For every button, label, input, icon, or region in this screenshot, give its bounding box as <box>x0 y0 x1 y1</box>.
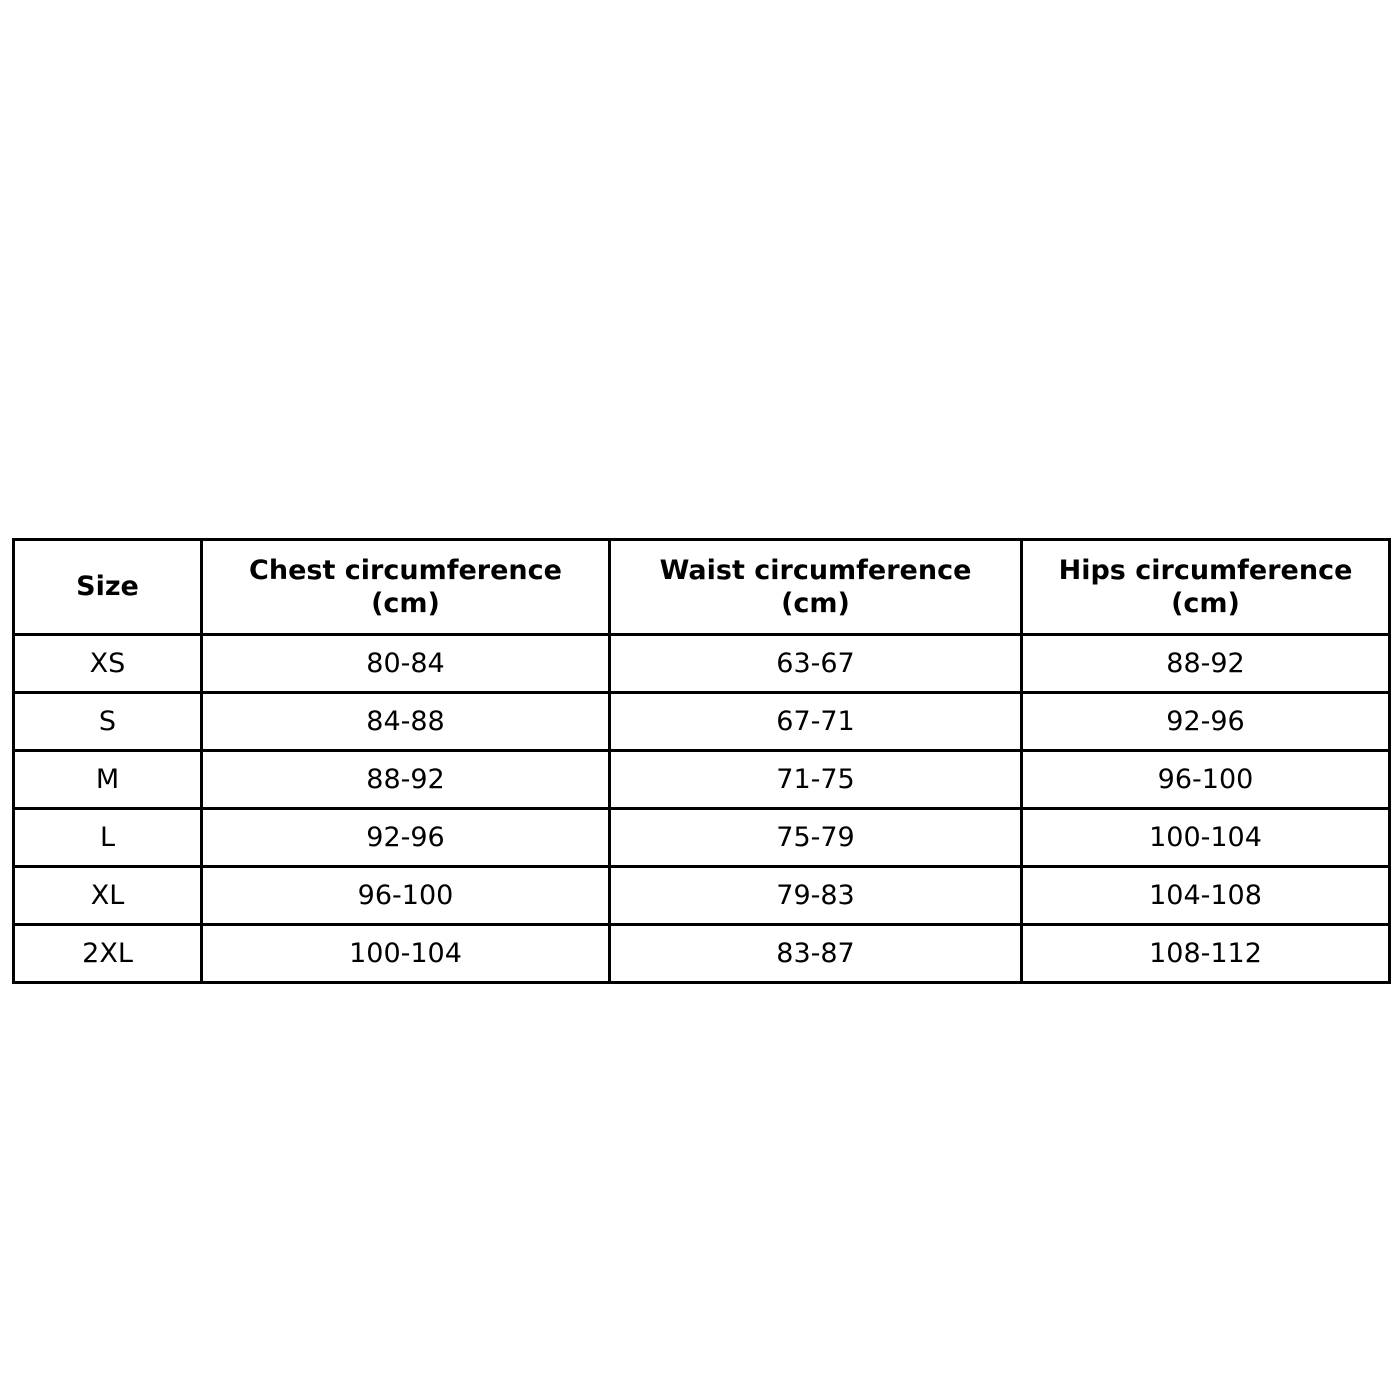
cell-waist: 67-71 <box>610 693 1022 751</box>
cell-size: S <box>14 693 202 751</box>
column-header-size-line1: Size <box>76 571 139 603</box>
cell-waist: 71-75 <box>610 751 1022 809</box>
cell-size: 2XL <box>14 925 202 983</box>
table-row <box>14 751 1390 809</box>
size-chart-container <box>12 538 1388 984</box>
column-header-size <box>14 540 202 635</box>
column-header-hips-line1: Hips circumference <box>1058 554 1353 586</box>
table-row <box>14 635 1390 693</box>
column-header-hips-line2: (cm) <box>1171 588 1240 619</box>
cell-waist: 63-67 <box>610 635 1022 693</box>
cell-waist: 83-87 <box>610 925 1022 983</box>
cell-size: L <box>14 809 202 867</box>
cell-chest: 100-104 <box>202 925 610 983</box>
cell-chest: 96-100 <box>202 867 610 925</box>
cell-hips: 96-100 <box>1022 751 1390 809</box>
column-header-waist-line1: Waist circumference <box>659 554 972 586</box>
table-row <box>14 693 1390 751</box>
column-header-chest-line1: Chest circumference <box>249 554 562 586</box>
table-body <box>14 635 1390 983</box>
cell-hips: 92-96 <box>1022 693 1390 751</box>
cell-chest: 84-88 <box>202 693 610 751</box>
table-header <box>14 540 1390 635</box>
table-row <box>14 809 1390 867</box>
cell-hips: 104-108 <box>1022 867 1390 925</box>
column-header-hips <box>1022 540 1390 635</box>
cell-waist: 79-83 <box>610 867 1022 925</box>
cell-size: XS <box>14 635 202 693</box>
cell-size: M <box>14 751 202 809</box>
cell-chest: 88-92 <box>202 751 610 809</box>
column-header-chest-line2: (cm) <box>371 588 440 619</box>
table-row <box>14 925 1390 983</box>
column-header-waist-line2: (cm) <box>781 588 850 619</box>
cell-chest: 80-84 <box>202 635 610 693</box>
table-row <box>14 867 1390 925</box>
size-chart-table <box>12 538 1391 984</box>
cell-hips: 108-112 <box>1022 925 1390 983</box>
cell-size: XL <box>14 867 202 925</box>
cell-waist: 75-79 <box>610 809 1022 867</box>
column-header-chest <box>202 540 610 635</box>
cell-chest: 92-96 <box>202 809 610 867</box>
cell-hips: 88-92 <box>1022 635 1390 693</box>
column-header-waist <box>610 540 1022 635</box>
cell-hips: 100-104 <box>1022 809 1390 867</box>
table-header-row <box>14 540 1390 635</box>
